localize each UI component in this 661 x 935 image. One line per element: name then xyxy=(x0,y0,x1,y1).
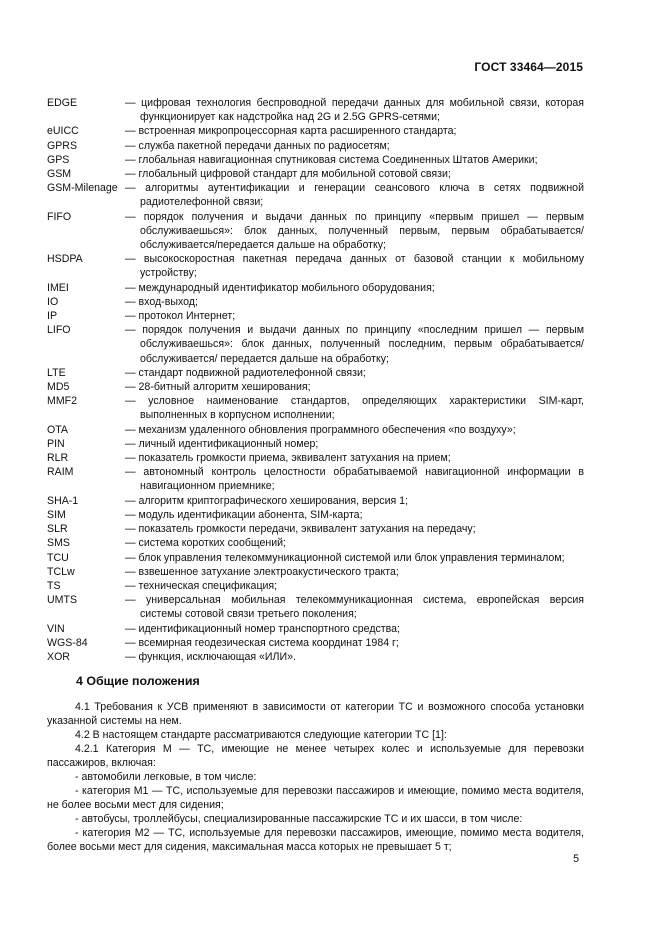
term-row xyxy=(47,380,584,394)
paragraph: - автомобили легковые, в том числе: xyxy=(75,771,257,783)
term-definition: — универсальная мобильная телекоммуникационная система, европейская версия системы сотовой связи третьего поколения; xyxy=(125,594,584,621)
paragraph: - категория М1 — ТС, используемые для перевозки пассажиров и имеющие, помимо места водителя, не более восьми мест для сидения; xyxy=(47,785,584,811)
term-definition: — глобальная навигационная спутниковая система Соединенных Штатов Америки; xyxy=(125,153,538,166)
term-row xyxy=(47,210,584,253)
term-abbreviation: VIN xyxy=(47,622,65,635)
term-row xyxy=(47,181,584,209)
term-abbreviation: GPRS xyxy=(47,139,78,152)
term-abbreviation: OTA xyxy=(47,423,68,436)
term-definition: — вход-выход; xyxy=(125,295,198,308)
term-row xyxy=(47,593,584,621)
term-abbreviation: IO xyxy=(47,295,59,308)
term-definition: — автономный контроль целостности обрабатываемой навигационной информации в навигационном приемнике; xyxy=(125,466,584,493)
term-abbreviation: PIN xyxy=(47,437,65,450)
term-abbreviation: FIFO xyxy=(47,210,72,223)
term-abbreviation: GSM-Milenage xyxy=(47,182,118,195)
term-row xyxy=(47,281,584,295)
term-definition: — условное наименование стандартов, определяющих характеристики SIM-карт, выполненных в корпусном исполнении; xyxy=(125,395,584,422)
term-definition: — встроенная микропроцессорная карта расширенного стандарта; xyxy=(125,125,457,138)
term-abbreviation: TCLw xyxy=(47,565,75,578)
term-row xyxy=(47,139,584,153)
term-row xyxy=(47,536,584,550)
term-abbreviation: LIFO xyxy=(47,324,71,337)
term-definition: — международный идентификатор мобильного оборудования; xyxy=(125,281,435,294)
term-abbreviation: EDGE xyxy=(47,97,78,109)
section-body xyxy=(47,700,584,854)
page-number: 5 xyxy=(573,853,579,865)
term-abbreviation: MMF2 xyxy=(47,395,78,408)
term-row xyxy=(47,622,584,636)
term-row xyxy=(47,394,584,422)
term-abbreviation: XOR xyxy=(47,650,70,663)
term-definition: — порядок получения и выдачи данных по принципу «первым пришел — первым обслуживаешься»: блок данных, полученный первым, первым обрабатывается/обслуживается/передается дальше на обработку; xyxy=(125,210,584,252)
term-definition: — глобальный цифровой стандарт для мобильной сотовой связи; xyxy=(125,168,451,181)
term-definition: — показатель громкости передачи, эквивалент затухания на передачу; xyxy=(125,523,476,536)
term-abbreviation: RAIM xyxy=(47,466,74,479)
term-definition: — служба пакетной передачи данных по радиосетям; xyxy=(125,139,390,152)
term-row xyxy=(47,650,584,664)
term-row xyxy=(47,494,584,508)
term-definition: — показатель громкости приема, эквивалент затухания на прием; xyxy=(125,452,451,465)
term-row xyxy=(47,323,584,366)
term-definition: — 28-битный алгоритм хеширования; xyxy=(125,381,311,394)
term-abbreviation: UMTS xyxy=(47,594,78,607)
term-row xyxy=(47,96,584,124)
term-abbreviation: GPS xyxy=(47,153,70,166)
term-abbreviation: IP xyxy=(47,310,58,323)
term-row xyxy=(47,153,584,167)
term-row xyxy=(47,508,584,522)
term-abbreviation: TCU xyxy=(47,551,69,564)
term-definition: — техническая спецификация; xyxy=(125,579,278,592)
term-abbreviation: eUICC xyxy=(47,125,79,138)
term-definition: — функция, исключающая «ИЛИ». xyxy=(125,650,296,663)
term-definition: — алгоритмы аутентификации и генерации сеансового ключа в сетях подвижной радиотелефонной связи; xyxy=(125,182,584,209)
term-abbreviation: LTE xyxy=(47,366,66,379)
term-abbreviation: SLR xyxy=(47,523,68,536)
term-abbreviation: RLR xyxy=(47,452,69,465)
term-row xyxy=(47,465,584,493)
term-row xyxy=(47,295,584,309)
term-abbreviation: IMEI xyxy=(47,281,69,294)
term-definition: — механизм удаленного обновления программного обеспечения «по воздуху»; xyxy=(125,423,516,436)
term-definition: — алгоритм криптографического хеширования, версия 1; xyxy=(125,494,409,507)
term-definition: — блок управления телекоммуникационной системой или блок управления терминалом; xyxy=(125,551,565,564)
standard-header: ГОСТ 33464—2015 xyxy=(474,60,583,74)
paragraph: 4.2 В настоящем стандарте рассматриваются следующие категории ТС [1]: xyxy=(75,729,447,741)
paragraph: 4.2.1 Категория М — ТС, имеющие не менее четырех колес и используемые для перевозки пассажиров, включая: xyxy=(47,743,584,769)
term-definition: — стандарт подвижной радиотелефонной связи; xyxy=(125,366,366,379)
term-definition: — высокоскоростная пакетная передача данных от базовой станции к мобильному устройству; xyxy=(125,253,584,280)
term-row xyxy=(47,522,584,536)
term-abbreviation: SIM xyxy=(47,508,66,521)
term-definition: — идентификационный номер транспортного средства; xyxy=(125,622,400,635)
term-abbreviation: WGS-84 xyxy=(47,636,88,649)
term-row xyxy=(47,124,584,138)
section-heading: 4 Общие положения xyxy=(76,674,200,688)
paragraph: - автобусы, троллейбусы, специализированные пассажирские ТС и их шасси, в том числе: xyxy=(75,813,523,825)
term-row xyxy=(47,252,584,280)
term-definition: — порядок получения и выдачи данных по принципу «последним пришел — первым обслуживаешься»: блок данных, полученный последним, первым обрабатывается/обслуживается/ передается дальше на обработку; xyxy=(125,324,584,365)
term-definition: — цифровая технология беспроводной передачи данных для мобильной связи, которая функционирует как надстройка над 2G и 2.5G GPRS-сетями; xyxy=(125,97,584,124)
term-abbreviation: HSDPA xyxy=(47,253,83,266)
term-definition: — модуль идентификации абонента, SIM-карта; xyxy=(125,508,363,521)
paragraph: - категория М2 — ТС, используемые для перевозки пассажиров, имеющие, помимо места водителя, более восьми мест для сидения, максимальная масса которых не превышает 5 т; xyxy=(47,827,584,853)
term-row xyxy=(47,366,584,380)
term-definition: — система коротких сообщений; xyxy=(125,537,287,550)
term-row xyxy=(47,437,584,451)
term-abbreviation: SMS xyxy=(47,537,70,550)
term-definition: — протокол Интернет; xyxy=(125,310,236,323)
term-row xyxy=(47,423,584,437)
term-row xyxy=(47,551,584,565)
term-row xyxy=(47,167,584,181)
term-abbreviation: TS xyxy=(47,579,61,592)
term-abbreviation: GSM xyxy=(47,168,72,181)
term-row xyxy=(47,451,584,465)
paragraph: 4.1 Требования к УСВ применяют в зависимости от категории ТС и возможного способа установки указанной системы на нем. xyxy=(47,701,584,727)
term-row xyxy=(47,309,584,323)
term-abbreviation: MD5 xyxy=(47,381,70,394)
term-row xyxy=(47,565,584,579)
abbreviations-list xyxy=(47,96,584,664)
term-row xyxy=(47,579,584,593)
term-definition: — взвешенное затухание электроакустического тракта; xyxy=(125,565,399,578)
term-row xyxy=(47,636,584,650)
term-definition: — всемирная геодезическая система координат 1984 г; xyxy=(125,636,399,649)
term-definition: — личный идентификационный номер; xyxy=(125,437,319,450)
term-abbreviation: SHA-1 xyxy=(47,494,79,507)
